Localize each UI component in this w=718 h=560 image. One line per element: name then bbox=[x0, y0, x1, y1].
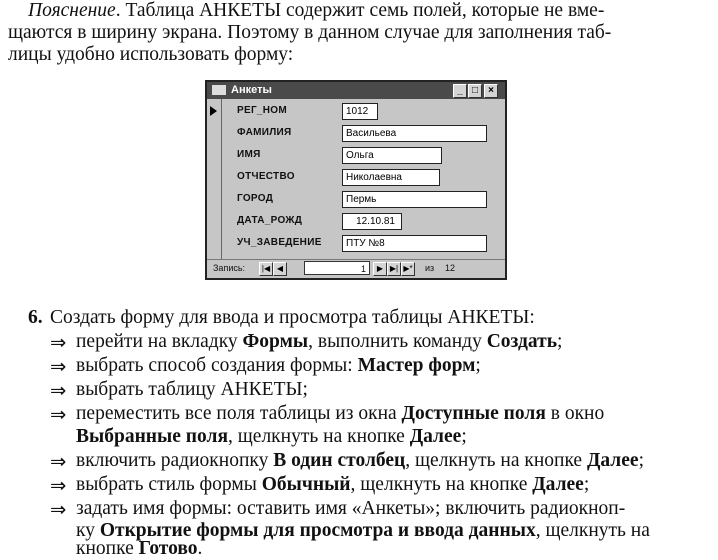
item-text: ку bbox=[76, 520, 100, 541]
item-bold: Создать bbox=[486, 331, 558, 352]
step-item-4-line-2 bbox=[76, 426, 467, 448]
form-row-gorod bbox=[222, 189, 505, 211]
item-text: переместить все поля таблицы из окна bbox=[76, 403, 402, 424]
first-record-icon[interactable]: |◀ bbox=[259, 262, 273, 276]
step-intro: Создать форму для ввода и просмотра таблицы АНКЕТЫ: bbox=[50, 307, 535, 328]
step-item-4-line-1 bbox=[76, 403, 604, 425]
item-bold: Обычный bbox=[261, 474, 351, 495]
field-label: ДАТА_РОЖД bbox=[237, 215, 303, 226]
form-row-familiya bbox=[222, 123, 505, 145]
step-number: 6. bbox=[28, 307, 43, 328]
field-label: УЧ_ЗАВЕДЕНИЕ bbox=[237, 237, 322, 248]
explanation-line-3: лицы удобно использовать форму: bbox=[8, 44, 294, 65]
record-navigation-bar bbox=[207, 259, 505, 278]
item-text: , щелкнуть на кнопке bbox=[405, 450, 587, 471]
field-input-gorod[interactable]: Пермь bbox=[342, 191, 487, 208]
nav-of-label: из bbox=[425, 263, 435, 273]
item-bold: Открытие формы для просмотра и ввода данных bbox=[99, 520, 536, 541]
record-selector[interactable] bbox=[207, 99, 222, 260]
item-bold: Формы bbox=[242, 331, 309, 352]
step-item-3 bbox=[76, 379, 308, 401]
item-bold: В один столбец bbox=[273, 450, 406, 471]
step-item-5 bbox=[76, 450, 644, 472]
minimize-button[interactable]: _ bbox=[453, 84, 467, 98]
step-item-7-line-1: задать имя формы: оставить имя «Анкеты»; включить радиокноп- bbox=[76, 498, 626, 519]
field-label: ФАМИЛИЯ bbox=[237, 127, 292, 138]
item-text: выбрать стиль формы bbox=[76, 474, 262, 495]
item-bold: Выбранные поля bbox=[76, 426, 229, 447]
form-body bbox=[222, 99, 505, 260]
field-input-reg-nom[interactable]: 1012 bbox=[342, 103, 378, 120]
form-icon bbox=[212, 85, 226, 95]
nav-label: Запись: bbox=[213, 263, 246, 273]
form-window-ankety bbox=[205, 80, 507, 280]
item-text: ; bbox=[583, 474, 590, 495]
item-text: ; bbox=[461, 426, 467, 447]
window-titlebar bbox=[207, 82, 505, 99]
field-label: ИМЯ bbox=[237, 149, 261, 160]
item-text: выбрать таблицу АНКЕТЫ; bbox=[76, 379, 308, 400]
field-label: ГОРОД bbox=[237, 193, 274, 204]
close-button[interactable]: × bbox=[484, 84, 498, 98]
item-text: ; bbox=[557, 331, 563, 352]
item-bold: Доступные поля bbox=[401, 403, 546, 424]
item-text: выбрать способ создания формы: bbox=[76, 355, 358, 376]
item-text: , щелкнуть на bbox=[535, 520, 650, 541]
previous-record-icon[interactable]: ◀ bbox=[273, 262, 287, 276]
maximize-button[interactable]: □ bbox=[468, 84, 482, 98]
item-text: перейти на вкладку bbox=[76, 331, 243, 352]
item-text: , щелкнуть на кнопке bbox=[228, 426, 410, 447]
arrow-icon: ⇒ bbox=[50, 403, 67, 426]
arrow-icon: ⇒ bbox=[50, 379, 67, 402]
arrow-icon: ⇒ bbox=[50, 498, 67, 521]
item-text: кнопке bbox=[76, 538, 139, 559]
item-bold: Далее bbox=[532, 474, 584, 495]
field-label: ОТЧЕСТВО bbox=[237, 171, 295, 182]
arrow-icon: ⇒ bbox=[50, 355, 67, 378]
arrow-icon: ⇒ bbox=[50, 474, 67, 497]
current-record-arrow-icon bbox=[210, 106, 217, 116]
explanation-label: Пояснение bbox=[28, 0, 116, 21]
item-text: включить радиокнопку bbox=[76, 450, 274, 471]
last-record-icon[interactable]: ▶| bbox=[387, 262, 401, 276]
arrow-icon: ⇒ bbox=[50, 450, 67, 473]
step-item-6 bbox=[76, 474, 589, 496]
field-input-uch-zavedenie[interactable]: ПТУ №8 bbox=[342, 235, 487, 252]
record-count: 12 bbox=[445, 263, 456, 273]
arrow-icon: ⇒ bbox=[50, 331, 67, 354]
field-input-otchestvo[interactable]: Николаевна bbox=[342, 169, 440, 186]
item-text: ; bbox=[638, 450, 644, 471]
item-text: в окно bbox=[545, 403, 605, 424]
item-text: , щелкнуть на кнопке bbox=[350, 474, 533, 495]
item-text: ; bbox=[475, 355, 481, 376]
item-text: . bbox=[197, 538, 203, 559]
field-input-imya[interactable]: Ольга bbox=[342, 147, 442, 164]
item-bold: Далее bbox=[409, 426, 462, 447]
new-record-icon[interactable]: ▶* bbox=[401, 262, 415, 276]
form-row-reg-nom bbox=[222, 101, 505, 123]
item-text: , выполнить команду bbox=[308, 331, 487, 352]
field-label: РЕГ_НОМ bbox=[237, 105, 288, 116]
form-row-uch-zavedenie bbox=[222, 233, 505, 255]
form-row-otchestvo bbox=[222, 167, 505, 189]
step-item-1 bbox=[76, 331, 562, 353]
next-record-icon[interactable]: ▶ bbox=[373, 262, 387, 276]
form-row-data-rozhd bbox=[222, 211, 505, 233]
step-item-7-line-3 bbox=[76, 538, 202, 560]
explanation-text: . Таблица АНКЕТЫ содержит семь полей, которые не вме- bbox=[115, 0, 605, 21]
item-bold: Мастер форм bbox=[357, 355, 476, 376]
step-item-2 bbox=[76, 355, 481, 377]
record-number-input[interactable]: 1 bbox=[304, 261, 370, 275]
field-input-familiya[interactable]: Васильева bbox=[342, 125, 487, 142]
window-title: Анкеты bbox=[231, 84, 272, 96]
item-bold: Готово bbox=[138, 538, 198, 559]
explanation-line-2: щаются в ширину экрана. Поэтому в данном случае для заполнения таб- bbox=[8, 22, 612, 43]
item-bold: Далее bbox=[586, 450, 639, 471]
form-row-imya bbox=[222, 145, 505, 167]
explanation-line-1 bbox=[28, 0, 604, 22]
field-input-data-rozhd[interactable]: 12.10.81 bbox=[342, 213, 402, 230]
